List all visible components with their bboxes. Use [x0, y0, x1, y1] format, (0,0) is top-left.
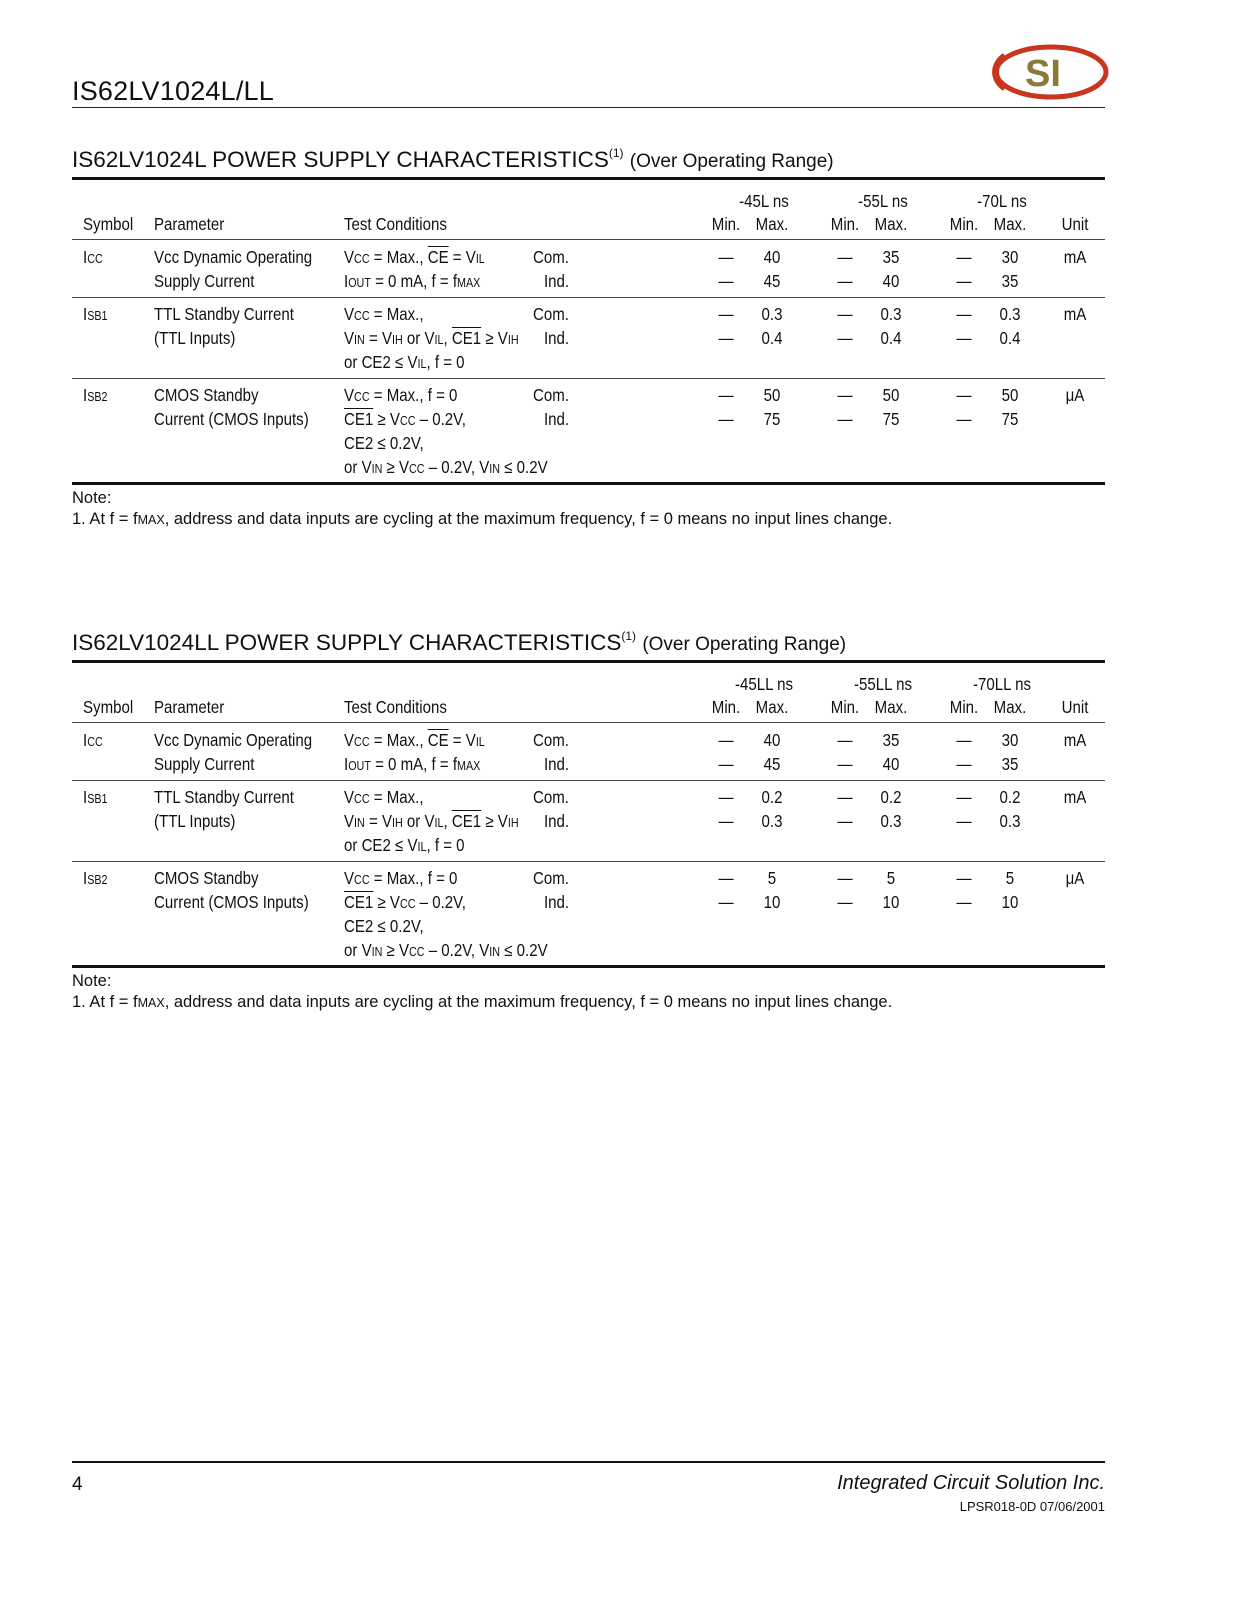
condition-line: VCC = Max., f = 0	[344, 868, 458, 888]
max-value: 0.2	[880, 787, 902, 807]
max-value: 50	[882, 385, 900, 405]
table1-power-supply-l	[72, 177, 1105, 487]
grade-ind: Ind.	[544, 811, 570, 831]
condition-line: VCC = Max., $\overline{CE}$ = VIL	[344, 730, 485, 750]
parameter-line: Vcc Dynamic Operating	[154, 247, 313, 267]
condition-line: IOUT = 0 mA, f = fMAX	[344, 754, 481, 774]
min-value: —	[956, 328, 972, 348]
grade-ind: Ind.	[544, 409, 570, 429]
min-value: —	[837, 304, 853, 324]
min-value: —	[837, 892, 853, 912]
table2-header-max3: Max.	[993, 697, 1027, 717]
max-value: 10	[1001, 892, 1019, 912]
grade-com: Com.	[533, 247, 569, 267]
min-value: —	[718, 787, 734, 807]
condition-line: or CE2 ≤ VIL, f = 0	[344, 835, 465, 855]
table2-header-parameter: Parameter	[154, 697, 225, 717]
max-value: 5	[886, 868, 896, 888]
min-value: —	[718, 271, 734, 291]
table2-header-symbol: Symbol	[83, 697, 134, 717]
parameter-line: CMOS Standby	[154, 385, 259, 405]
condition-line: VIN = VIH or VIL, CE1 ≥ VIH	[344, 328, 519, 348]
table1-header-min3: Min.	[949, 214, 979, 234]
table-row: ISB2	[83, 385, 108, 405]
max-value: 0.3	[761, 304, 783, 324]
min-value: —	[718, 409, 734, 429]
max-value: 0.4	[761, 328, 783, 348]
min-value: —	[956, 892, 972, 912]
min-value: —	[956, 868, 972, 888]
max-value: 35	[882, 730, 900, 750]
condition-line: or CE2 ≤ VIL, f = 0	[344, 352, 465, 372]
table2-header-min3: Min.	[949, 697, 979, 717]
condition-line: CE1 ≥ VCC – 0.2V,	[344, 409, 466, 429]
document-reference: LPSR018-0D 07/06/2001	[959, 1499, 1105, 1514]
condition-line: VCC = Max.,	[344, 304, 424, 324]
max-value: 40	[882, 754, 900, 774]
table1-header-max2: Max.	[874, 214, 908, 234]
max-value: 35	[882, 247, 900, 267]
grade-ind: Ind.	[544, 754, 570, 774]
max-value: 75	[1001, 409, 1019, 429]
table2-power-supply-ll	[72, 660, 1105, 970]
table1-note	[72, 488, 892, 531]
min-value: —	[956, 787, 972, 807]
note-text: 1. At f = fMAX, address and data inputs are cycling at the maximum frequency, f = 0 means no input lines change.	[72, 993, 893, 1011]
unit-value: mA	[1063, 787, 1087, 807]
min-value: —	[837, 754, 853, 774]
table2-title: IS62LV1024LL POWER SUPPLY CHARACTERISTICS$^{(1)}$ (Over Operating Range)	[72, 629, 847, 655]
condition-line: IOUT = 0 mA, f = fMAX	[344, 271, 481, 291]
unit-value: mA	[1063, 730, 1087, 750]
table1-header-min1: Min.	[711, 214, 741, 234]
max-value: 0.2	[761, 787, 783, 807]
table2-header-speed3: -70LL ns	[972, 674, 1032, 694]
condition-line: CE2 ≤ 0.2V,	[344, 433, 424, 453]
footer-rule	[72, 1461, 1105, 1463]
max-value: 10	[763, 892, 781, 912]
condition-line: VCC = Max., $\overline{CE}$ = VIL	[344, 247, 485, 267]
min-value: —	[718, 730, 734, 750]
min-value: —	[837, 385, 853, 405]
table-row: ISB2	[83, 868, 108, 888]
max-value: 35	[1001, 271, 1019, 291]
parameter-line: TTL Standby Current	[154, 304, 294, 324]
min-value: —	[718, 304, 734, 324]
condition-line: VCC = Max., f = 0	[344, 385, 458, 405]
table1-header-speed1: -45L ns	[739, 191, 789, 211]
min-value: —	[956, 754, 972, 774]
table-row: ISB1	[83, 304, 108, 324]
max-value: 0.2	[999, 787, 1021, 807]
table2-header-speed1: -45LL ns	[734, 674, 794, 694]
min-value: —	[837, 409, 853, 429]
unit-value: μA	[1065, 868, 1085, 888]
parameter-line: (TTL Inputs)	[154, 328, 236, 348]
grade-com: Com.	[533, 868, 569, 888]
note-text: 1. At f = fMAX, address and data inputs are cycling at the maximum frequency, f = 0 means no input lines change.	[72, 510, 893, 528]
max-value: 40	[882, 271, 900, 291]
table1-title: IS62LV1024L POWER SUPPLY CHARACTERISTICS$^{(1)}$ (Over Operating Range)	[72, 146, 834, 172]
min-value: —	[956, 730, 972, 750]
parameter-line: Vcc Dynamic Operating	[154, 730, 313, 750]
min-value: —	[837, 811, 853, 831]
grade-com: Com.	[533, 730, 569, 750]
parameter-line: TTL Standby Current	[154, 787, 294, 807]
min-value: —	[956, 271, 972, 291]
table1-header-min2: Min.	[830, 214, 860, 234]
min-value: —	[837, 328, 853, 348]
table2-header-min1: Min.	[711, 697, 741, 717]
min-value: —	[718, 247, 734, 267]
document-part-number: IS62LV1024L/LL	[72, 76, 274, 106]
max-value: 5	[767, 868, 777, 888]
table1-header-symbol: Symbol	[83, 214, 134, 234]
min-value: —	[956, 811, 972, 831]
min-value: —	[837, 730, 853, 750]
table1-header-max3: Max.	[993, 214, 1027, 234]
header-rule	[72, 107, 1105, 108]
table2-header-speed2: -55LL ns	[853, 674, 913, 694]
min-value: —	[956, 304, 972, 324]
grade-ind: Ind.	[544, 328, 570, 348]
min-value: —	[718, 868, 734, 888]
grade-ind: Ind.	[544, 271, 570, 291]
parameter-line: Current (CMOS Inputs)	[154, 409, 309, 429]
grade-ind: Ind.	[544, 892, 570, 912]
condition-line: VCC = Max.,	[344, 787, 424, 807]
table-row: ISB1	[83, 787, 108, 807]
table-row: ICC	[83, 730, 103, 750]
condition-line: VIN = VIH or VIL, CE1 ≥ VIH	[344, 811, 519, 831]
note-label: Note:	[72, 972, 112, 990]
min-value: —	[837, 247, 853, 267]
unit-value: mA	[1063, 247, 1087, 267]
max-value: 0.3	[999, 811, 1021, 831]
max-value: 40	[763, 247, 781, 267]
note-label: Note:	[72, 489, 112, 507]
max-value: 0.4	[880, 328, 902, 348]
table1-header-unit: Unit	[1061, 214, 1089, 234]
table1-header-speed2: -55L ns	[858, 191, 908, 211]
table-row: ICC	[83, 247, 103, 267]
min-value: —	[718, 892, 734, 912]
company-name: Integrated Circuit Solution Inc.	[837, 1472, 1105, 1494]
min-value: —	[956, 385, 972, 405]
grade-com: Com.	[533, 787, 569, 807]
max-value: 75	[882, 409, 900, 429]
page-number: 4	[72, 1474, 83, 1495]
max-value: 0.3	[761, 811, 783, 831]
min-value: —	[837, 271, 853, 291]
condition-line: or VIN ≥ VCC – 0.2V, VIN ≤ 0.2V	[344, 457, 548, 477]
table2-header-min2: Min.	[830, 697, 860, 717]
unit-value: μA	[1065, 385, 1085, 405]
condition-line: or VIN ≥ VCC – 0.2V, VIN ≤ 0.2V	[344, 940, 548, 960]
max-value: 45	[763, 754, 781, 774]
unit-value: mA	[1063, 304, 1087, 324]
min-value: —	[718, 754, 734, 774]
table2-note	[72, 971, 892, 1014]
grade-com: Com.	[533, 304, 569, 324]
icsi-logo-icon	[985, 42, 1109, 102]
max-value: 0.3	[880, 811, 902, 831]
max-value: 75	[763, 409, 781, 429]
svg-text:SI: SI	[1025, 53, 1061, 95]
max-value: 5	[1005, 868, 1015, 888]
condition-line: CE1 ≥ VCC – 0.2V,	[344, 892, 466, 912]
table1-header-max1: Max.	[755, 214, 789, 234]
parameter-line: Supply Current	[154, 754, 255, 774]
table1-header-parameter: Parameter	[154, 214, 225, 234]
max-value: 50	[763, 385, 781, 405]
min-value: —	[956, 247, 972, 267]
max-value: 45	[763, 271, 781, 291]
parameter-line: Current (CMOS Inputs)	[154, 892, 309, 912]
table2-header-max1: Max.	[755, 697, 789, 717]
table1-header-speed3: -70L ns	[977, 191, 1027, 211]
max-value: 0.3	[999, 304, 1021, 324]
parameter-line: CMOS Standby	[154, 868, 259, 888]
max-value: 50	[1001, 385, 1019, 405]
min-value: —	[718, 811, 734, 831]
table2-header-max2: Max.	[874, 697, 908, 717]
parameter-line: (TTL Inputs)	[154, 811, 236, 831]
max-value: 35	[1001, 754, 1019, 774]
condition-line: CE2 ≤ 0.2V,	[344, 916, 424, 936]
table2-header-conditions: Test Conditions	[344, 697, 447, 717]
max-value: 30	[1001, 730, 1019, 750]
min-value: —	[956, 409, 972, 429]
table1-header-conditions: Test Conditions	[344, 214, 447, 234]
max-value: 0.3	[880, 304, 902, 324]
min-value: —	[837, 787, 853, 807]
max-value: 40	[763, 730, 781, 750]
min-value: —	[718, 385, 734, 405]
grade-com: Com.	[533, 385, 569, 405]
min-value: —	[837, 868, 853, 888]
max-value: 0.4	[999, 328, 1021, 348]
parameter-line: Supply Current	[154, 271, 255, 291]
min-value: —	[718, 328, 734, 348]
table2-header-unit: Unit	[1061, 697, 1089, 717]
max-value: 30	[1001, 247, 1019, 267]
max-value: 10	[882, 892, 900, 912]
